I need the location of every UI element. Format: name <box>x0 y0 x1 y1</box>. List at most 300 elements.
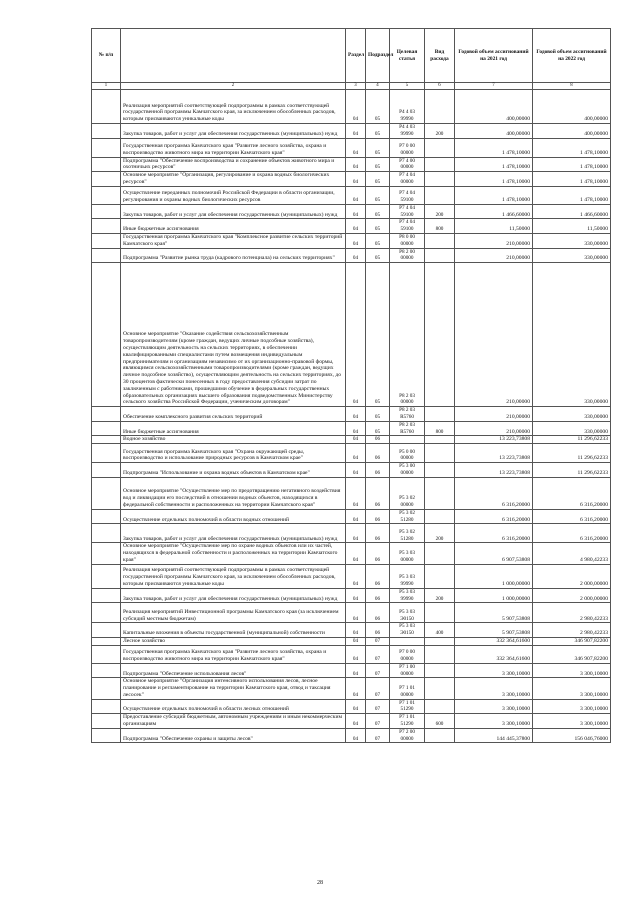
item-name-cell: Иные бюджетные ассигнования <box>121 219 346 234</box>
csr-cell: Р5 0 00 00000 <box>390 444 425 463</box>
podrazdel-cell: 06 <box>366 477 390 509</box>
num-cell <box>92 138 121 157</box>
csr-cell: Р5 3 02 51280 <box>390 509 425 524</box>
item-name-cell: Подпрограмма "Обеспечение воспроизводства и сохранение объектов животного мира и охотничьих ресурсов" <box>121 157 346 172</box>
podrazdel-cell: 06 <box>366 603 390 623</box>
podrazdel-cell: 06 <box>366 524 390 543</box>
col-number: 6 <box>425 83 455 90</box>
num-cell <box>92 678 121 699</box>
csr-cell: Р7 1 01 51290 <box>390 699 425 714</box>
sum-2021-cell: 210,00000 <box>455 263 533 407</box>
razdel-cell: 04 <box>346 564 366 588</box>
csr-cell: Р7 0 00 00000 <box>390 645 425 663</box>
sum-2022-cell: 1 478,10000 <box>533 186 611 204</box>
razdel-cell: 04 <box>346 728 366 743</box>
sum-2022-cell: 1 478,10000 <box>533 172 611 187</box>
razdel-cell: 04 <box>346 124 366 139</box>
table-row <box>92 714 611 729</box>
sum-2022-cell: 1 478,10000 <box>533 138 611 157</box>
table-row <box>92 263 611 407</box>
razdel-cell: 04 <box>346 543 366 564</box>
podrazdel-cell: 05 <box>366 186 390 204</box>
sum-2021-cell: 5 907,53808 <box>455 603 533 623</box>
csr-cell: Р7 4 00 00000 <box>390 157 425 172</box>
vr-cell: 200 <box>425 524 455 543</box>
budget-table-sheet <box>91 28 610 743</box>
sum-2021-cell: 1 478,10000 <box>455 138 533 157</box>
csr-cell: Р7 4 04 59100 <box>390 219 425 234</box>
item-name-cell: Предоставление субсидий бюджетным, автономным учреждениям и иным некоммерческим организациям <box>121 714 346 729</box>
vr-cell <box>425 663 455 678</box>
num-cell <box>92 263 121 407</box>
item-name-cell: Водное хозяйство <box>121 436 346 444</box>
podrazdel-cell: 05 <box>366 172 390 187</box>
sum-2022-cell: 3 300,10000 <box>533 714 611 729</box>
sum-2021-cell: 3 300,10000 <box>455 699 533 714</box>
podrazdel-cell: 05 <box>366 233 390 248</box>
sum-2021-cell: 3 300,10000 <box>455 714 533 729</box>
num-cell <box>92 233 121 248</box>
num-cell <box>92 663 121 678</box>
vr-cell <box>425 172 455 187</box>
sum-2022-cell: 6 316,20000 <box>533 509 611 524</box>
podrazdel-cell: 05 <box>366 138 390 157</box>
vr-cell <box>425 463 455 478</box>
sum-2022-cell: 6 316,20000 <box>533 477 611 509</box>
csr-cell: Р7 1 01 00000 <box>390 678 425 699</box>
num-cell <box>92 463 121 478</box>
num-cell <box>92 219 121 234</box>
column-number-row <box>92 83 611 90</box>
item-name-cell: Государственная программа Камчатского края "Развитие лесного хозяйства, охрана и воспроизводство животного мира на территории Камчатского края" <box>121 645 346 663</box>
razdel-cell: 04 <box>346 714 366 729</box>
csr-cell: Р7 4 04 59100 <box>390 186 425 204</box>
podrazdel-cell: 07 <box>366 714 390 729</box>
vr-cell <box>425 90 455 124</box>
vr-cell <box>425 263 455 407</box>
table-row <box>92 90 611 124</box>
podrazdel-cell: 07 <box>366 699 390 714</box>
vr-cell <box>425 543 455 564</box>
sum-2022-cell: 156 046,76000 <box>533 728 611 743</box>
podrazdel-cell: 06 <box>366 623 390 638</box>
col-number: 7 <box>455 83 533 90</box>
num-cell <box>92 543 121 564</box>
podrazdel-cell: 06 <box>366 564 390 588</box>
csr-cell <box>390 436 425 444</box>
table-row <box>92 407 611 422</box>
table-row <box>92 157 611 172</box>
vr-cell: 200 <box>425 588 455 603</box>
sum-2022-cell: 11 296,62233 <box>533 463 611 478</box>
sum-2022-cell: 3 300,10000 <box>533 663 611 678</box>
col-number: 1 <box>92 83 121 90</box>
vr-cell <box>425 699 455 714</box>
item-name-cell: Подпрограмма "Обеспечение охраны и защиты лесов" <box>121 728 346 743</box>
sum-2021-cell: 6 907,53808 <box>455 543 533 564</box>
podrazdel-cell: 05 <box>366 248 390 263</box>
csr-cell: Р8 2 03 R5760 <box>390 407 425 422</box>
sum-2022-cell: 330,00000 <box>533 263 611 407</box>
table-row <box>92 248 611 263</box>
table-row <box>92 436 611 444</box>
num-cell <box>92 477 121 509</box>
table-row <box>92 509 611 524</box>
csr-cell: Р8 0 00 00000 <box>390 233 425 248</box>
sum-2021-cell: 13 223,73808 <box>455 436 533 444</box>
table-row <box>92 623 611 638</box>
item-name-cell: Лесное хозяйство <box>121 637 346 645</box>
col-number: 4 <box>366 83 390 90</box>
vr-cell <box>425 407 455 422</box>
num-cell <box>92 714 121 729</box>
razdel-cell: 04 <box>346 233 366 248</box>
item-name-cell: Основное мероприятие "Оказание содействия сельскохозяйственным товаропроизводителям (кроме граждан, ведущих личные подсобные хозяйства), осуществляющим деятельность на сельских территориях, в обеспечении квалифицированными специалистами путем возмещения индивидуальным предпринимателям и организациям независимо от их организационно-правовой формы, являющимся сельскохозяйственными товаропроизводителями (кроме граждан, ведущих личное подсобное хозяйство), осуществляющим деятельность на сельских территориях, до 30 процентов фактически понесенных в году предоставления субсидии затрат по заключенным с работниками, прошедшими обучение в федеральных государственных образовательных организациях высшего образования подведомственных Министерству сельского хозяйства Российской Федерации, ученическим договорам" <box>121 263 346 407</box>
item-name-cell: Государственная программа Камчатского края "Комплексное развитие сельских территорий Камчатского края" <box>121 233 346 248</box>
item-name-cell: Основное мероприятие "Осуществление мер по охране водных объектов или их частей, находящихся в федеральной собственности и расположенных на территории Камчатского края" <box>121 543 346 564</box>
razdel-cell: 04 <box>346 204 366 219</box>
sum-2021-cell: 1 478,10000 <box>455 157 533 172</box>
sum-2021-cell: 6 316,20000 <box>455 477 533 509</box>
item-name-cell: Закупка товаров, работ и услуг для обеспечения государственных (муниципальных) нужд <box>121 204 346 219</box>
sum-2021-cell: 144 445,37800 <box>455 728 533 743</box>
item-name-cell: Осуществление переданных полномочий Российской Федерации в области организации, регулирования и охраны водных биологических ресурсов <box>121 186 346 204</box>
num-cell <box>92 524 121 543</box>
item-name-cell: Реализация мероприятий соответствующей подпрограммы в рамках соответствующей государственной программы Камчатского края, за исключением обособленных расходов, которым присваиваются уникальные коды <box>121 564 346 588</box>
sum-2021-cell: 3 300,10000 <box>455 678 533 699</box>
sum-2022-cell: 11 296,62233 <box>533 444 611 463</box>
num-cell <box>92 407 121 422</box>
vr-cell <box>425 436 455 444</box>
csr-cell: Р8 2 03 R5760 <box>390 421 425 436</box>
razdel-cell: 04 <box>346 477 366 509</box>
item-name-cell: Основное мероприятие "Осуществление мер по предотвращению негативного воздействия вод и ликвидации его последствий в отношении водных объектов, находящихся в федеральной собственности и расположенных на территории Камчатского края" <box>121 477 346 509</box>
vr-cell <box>425 477 455 509</box>
table-row <box>92 603 611 623</box>
vr-cell: 200 <box>425 204 455 219</box>
item-name-cell: Государственная программа Камчатского края "Охрана окружающей среды, воспроизводство и использование природных ресурсов в Камчатском крае" <box>121 444 346 463</box>
item-name-cell: Капитальные вложения в объекты государственной (муниципальной) собственности <box>121 623 346 638</box>
col-header-name <box>121 29 346 83</box>
vr-cell <box>425 603 455 623</box>
razdel-cell: 04 <box>346 219 366 234</box>
sum-2022-cell: 3 300,10000 <box>533 699 611 714</box>
table-row <box>92 138 611 157</box>
col-header-num: № п/п <box>92 29 121 83</box>
sum-2022-cell: 330,00000 <box>533 248 611 263</box>
csr-cell: Р7 1 00 00000 <box>390 663 425 678</box>
podrazdel-cell: 07 <box>366 728 390 743</box>
sum-2021-cell: 6 316,20000 <box>455 524 533 543</box>
table-row <box>92 421 611 436</box>
razdel-cell: 04 <box>346 637 366 645</box>
sum-2022-cell: 2 980,42233 <box>533 603 611 623</box>
item-name-cell: Основное мероприятие "Организация интенсивного использования лесов, лесное планирование и регламентирование на территории Камчатского края, отвод и таксация лесосек" <box>121 678 346 699</box>
num-cell <box>92 444 121 463</box>
sum-2022-cell: 346 907,82200 <box>533 645 611 663</box>
vr-cell: 400 <box>425 623 455 638</box>
csr-cell: Р8 2 00 00000 <box>390 248 425 263</box>
sum-2022-cell: 400,00000 <box>533 90 611 124</box>
sum-2021-cell: 332 364,61600 <box>455 637 533 645</box>
sum-2022-cell: 6 316,20000 <box>533 524 611 543</box>
table-row <box>92 204 611 219</box>
vr-cell <box>425 138 455 157</box>
podrazdel-cell: 06 <box>366 463 390 478</box>
podrazdel-cell: 05 <box>366 421 390 436</box>
razdel-cell: 04 <box>346 248 366 263</box>
podrazdel-cell: 06 <box>366 509 390 524</box>
vr-cell <box>425 186 455 204</box>
num-cell <box>92 124 121 139</box>
podrazdel-cell: 07 <box>366 678 390 699</box>
num-cell <box>92 637 121 645</box>
item-name-cell: Осуществление отдельных полномочий в области лесных отношений <box>121 699 346 714</box>
razdel-cell: 04 <box>346 444 366 463</box>
col-header-vr: Вид расхода <box>425 29 455 83</box>
csr-cell: Р8 2 03 00000 <box>390 263 425 407</box>
sum-2022-cell: 346 907,82200 <box>533 637 611 645</box>
num-cell <box>92 728 121 743</box>
csr-cell: Р5 3 03 00000 <box>390 543 425 564</box>
sum-2022-cell: 3 300,10000 <box>533 678 611 699</box>
csr-cell: Р5 3 03 99990 <box>390 588 425 603</box>
col-header-csr: Целевая статья <box>390 29 425 83</box>
item-name-cell: Закупка товаров, работ и услуг для обеспечения государственных (муниципальных) нужд <box>121 124 346 139</box>
razdel-cell: 04 <box>346 663 366 678</box>
razdel-cell: 04 <box>346 623 366 638</box>
podrazdel-cell: 05 <box>366 407 390 422</box>
csr-cell: Р5 3 03 Э0150 <box>390 623 425 638</box>
podrazdel-cell: 06 <box>366 543 390 564</box>
razdel-cell: 04 <box>346 436 366 444</box>
table-row <box>92 645 611 663</box>
csr-cell: Р4 4 03 99990 <box>390 90 425 124</box>
header-row <box>92 29 611 83</box>
vr-cell: 200 <box>425 124 455 139</box>
sum-2022-cell: 330,00000 <box>533 421 611 436</box>
vr-cell <box>425 444 455 463</box>
table-row <box>92 637 611 645</box>
razdel-cell: 04 <box>346 463 366 478</box>
num-cell <box>92 623 121 638</box>
sum-2021-cell: 210,00000 <box>455 248 533 263</box>
sum-2021-cell: 400,00000 <box>455 124 533 139</box>
razdel-cell: 04 <box>346 138 366 157</box>
razdel-cell: 04 <box>346 407 366 422</box>
table-row <box>92 233 611 248</box>
page-number: 28 <box>317 880 323 886</box>
razdel-cell: 04 <box>346 263 366 407</box>
item-name-cell: Реализация мероприятий Инвестиционной программы Камчатского края (за исключением субсидий местным бюджетам) <box>121 603 346 623</box>
sum-2021-cell: 13 223,73808 <box>455 463 533 478</box>
item-name-cell: Подпрограмма "Обеспечение использования лесов" <box>121 663 346 678</box>
sum-2021-cell: 210,00000 <box>455 407 533 422</box>
podrazdel-cell: 06 <box>366 588 390 603</box>
sum-2021-cell: 1 478,10000 <box>455 186 533 204</box>
csr-cell: Р7 1 01 51290 <box>390 714 425 729</box>
razdel-cell: 04 <box>346 509 366 524</box>
razdel-cell: 04 <box>346 421 366 436</box>
table-row <box>92 463 611 478</box>
table-row <box>92 728 611 743</box>
csr-cell: Р5 3 03 99990 <box>390 564 425 588</box>
sum-2021-cell: 5 907,53808 <box>455 623 533 638</box>
podrazdel-cell: 07 <box>366 637 390 645</box>
col-number: 2 <box>121 83 346 90</box>
sum-2021-cell: 6 316,20000 <box>455 509 533 524</box>
col-header-razdel: Раздел <box>346 29 366 83</box>
col-header-sum-2021: Годовой объем ассигнований на 2021 год <box>455 29 533 83</box>
podrazdel-cell: 07 <box>366 645 390 663</box>
sum-2022-cell: 11,50000 <box>533 219 611 234</box>
sum-2022-cell: 2 980,42233 <box>533 623 611 638</box>
podrazdel-cell: 06 <box>366 436 390 444</box>
col-number: 3 <box>346 83 366 90</box>
csr-cell <box>390 637 425 645</box>
num-cell <box>92 248 121 263</box>
table-row <box>92 663 611 678</box>
col-number: 8 <box>533 83 611 90</box>
vr-cell: 600 <box>425 714 455 729</box>
table-row <box>92 172 611 187</box>
razdel-cell: 04 <box>346 588 366 603</box>
razdel-cell: 04 <box>346 186 366 204</box>
podrazdel-cell: 05 <box>366 219 390 234</box>
table-row <box>92 219 611 234</box>
sum-2021-cell: 11,50000 <box>455 219 533 234</box>
vr-cell <box>425 645 455 663</box>
sum-2021-cell: 3 300,10000 <box>455 663 533 678</box>
sum-2021-cell: 13 223,73808 <box>455 444 533 463</box>
num-cell <box>92 564 121 588</box>
table-row <box>92 477 611 509</box>
sum-2021-cell: 210,00000 <box>455 233 533 248</box>
razdel-cell: 04 <box>346 645 366 663</box>
sum-2021-cell: 1 478,10000 <box>455 172 533 187</box>
col-header-sum-2022: Годовой объем ассигнований на 2022 год <box>533 29 611 83</box>
table-row <box>92 444 611 463</box>
item-name-cell: Осуществление отдельных полномочий в области водных отношений <box>121 509 346 524</box>
sum-2021-cell: 210,00000 <box>455 421 533 436</box>
table-row <box>92 524 611 543</box>
num-cell <box>92 90 121 124</box>
item-name-cell: Закупка товаров, работ и услуг для обеспечения государственных (муниципальных) нужд <box>121 588 346 603</box>
razdel-cell: 04 <box>346 524 366 543</box>
csr-cell: Р5 3 02 51280 <box>390 524 425 543</box>
vr-cell <box>425 509 455 524</box>
col-number: 5 <box>390 83 425 90</box>
sum-2022-cell: 2 000,00000 <box>533 588 611 603</box>
sum-2022-cell: 1 478,10000 <box>533 157 611 172</box>
csr-cell: Р7 0 00 00000 <box>390 138 425 157</box>
razdel-cell: 04 <box>346 90 366 124</box>
vr-cell <box>425 564 455 588</box>
podrazdel-cell: 07 <box>366 663 390 678</box>
razdel-cell: 04 <box>346 603 366 623</box>
csr-cell: Р5 3 02 00000 <box>390 477 425 509</box>
table-body <box>92 90 611 743</box>
num-cell <box>92 204 121 219</box>
vr-cell <box>425 157 455 172</box>
table-row <box>92 564 611 588</box>
table-row <box>92 678 611 699</box>
table-row <box>92 124 611 139</box>
csr-cell: Р7 4 04 59100 <box>390 204 425 219</box>
budget-table <box>91 28 611 743</box>
podrazdel-cell: 05 <box>366 90 390 124</box>
csr-cell: Р7 4 04 00000 <box>390 172 425 187</box>
podrazdel-cell: 05 <box>366 204 390 219</box>
sum-2022-cell: 11 296,62233 <box>533 436 611 444</box>
item-name-cell: Основное мероприятие "Организация, регулирование и охрана водных биологических ресурсов" <box>121 172 346 187</box>
razdel-cell: 04 <box>346 157 366 172</box>
razdel-cell: 04 <box>346 172 366 187</box>
table-row <box>92 186 611 204</box>
csr-cell: Р5 3 03 Э0150 <box>390 603 425 623</box>
item-name-cell: Закупка товаров, работ и услуг для обеспечения государственных (муниципальных) нужд <box>121 524 346 543</box>
sum-2022-cell: 330,00000 <box>533 407 611 422</box>
num-cell <box>92 157 121 172</box>
item-name-cell: Государственная программа Камчатского края "Развитие лесного хозяйства, охрана и воспроизводство животного мира на территории Камчатского края" <box>121 138 346 157</box>
sum-2021-cell: 332 364,61600 <box>455 645 533 663</box>
num-cell <box>92 645 121 663</box>
vr-cell <box>425 678 455 699</box>
item-name-cell: Реализация мероприятий соответствующей подпрограммы в рамках соответствующей государственной программы Камчатского края, за исключением обособленных расходов, которым присваиваются уникальные коды <box>121 90 346 124</box>
num-cell <box>92 603 121 623</box>
sum-2022-cell: 400,00000 <box>533 124 611 139</box>
razdel-cell: 04 <box>346 699 366 714</box>
csr-cell: Р7 2 00 00000 <box>390 728 425 743</box>
podrazdel-cell: 06 <box>366 444 390 463</box>
sum-2022-cell: 2 000,00000 <box>533 564 611 588</box>
num-cell <box>92 436 121 444</box>
podrazdel-cell: 05 <box>366 157 390 172</box>
table-row <box>92 699 611 714</box>
num-cell <box>92 172 121 187</box>
item-name-cell: Иные бюджетные ассигнования <box>121 421 346 436</box>
podrazdel-cell: 05 <box>366 263 390 407</box>
sum-2022-cell: 1 466,60000 <box>533 204 611 219</box>
num-cell <box>92 421 121 436</box>
vr-cell <box>425 248 455 263</box>
podrazdel-cell: 05 <box>366 124 390 139</box>
vr-cell: 800 <box>425 219 455 234</box>
table-row <box>92 588 611 603</box>
csr-cell: Р4 4 03 99990 <box>390 124 425 139</box>
csr-cell: Р5 3 00 00000 <box>390 463 425 478</box>
col-header-podrazdel: Подраздел <box>366 29 390 83</box>
num-cell <box>92 699 121 714</box>
vr-cell <box>425 233 455 248</box>
sum-2021-cell: 1 000,00000 <box>455 564 533 588</box>
num-cell <box>92 186 121 204</box>
razdel-cell: 04 <box>346 678 366 699</box>
sum-2022-cell: 330,00000 <box>533 233 611 248</box>
sum-2021-cell: 1 466,60000 <box>455 204 533 219</box>
num-cell <box>92 509 121 524</box>
vr-cell <box>425 728 455 743</box>
sum-2022-cell: 4 980,42233 <box>533 543 611 564</box>
sum-2021-cell: 400,00000 <box>455 90 533 124</box>
item-name-cell: Подпрограмма "Использование и охрана водных объектов в Камчатском крае" <box>121 463 346 478</box>
num-cell <box>92 588 121 603</box>
vr-cell <box>425 637 455 645</box>
table-row <box>92 543 611 564</box>
sum-2021-cell: 1 000,00000 <box>455 588 533 603</box>
vr-cell: 800 <box>425 421 455 436</box>
item-name-cell: Обеспечение комплексного развития сельских территорий <box>121 407 346 422</box>
